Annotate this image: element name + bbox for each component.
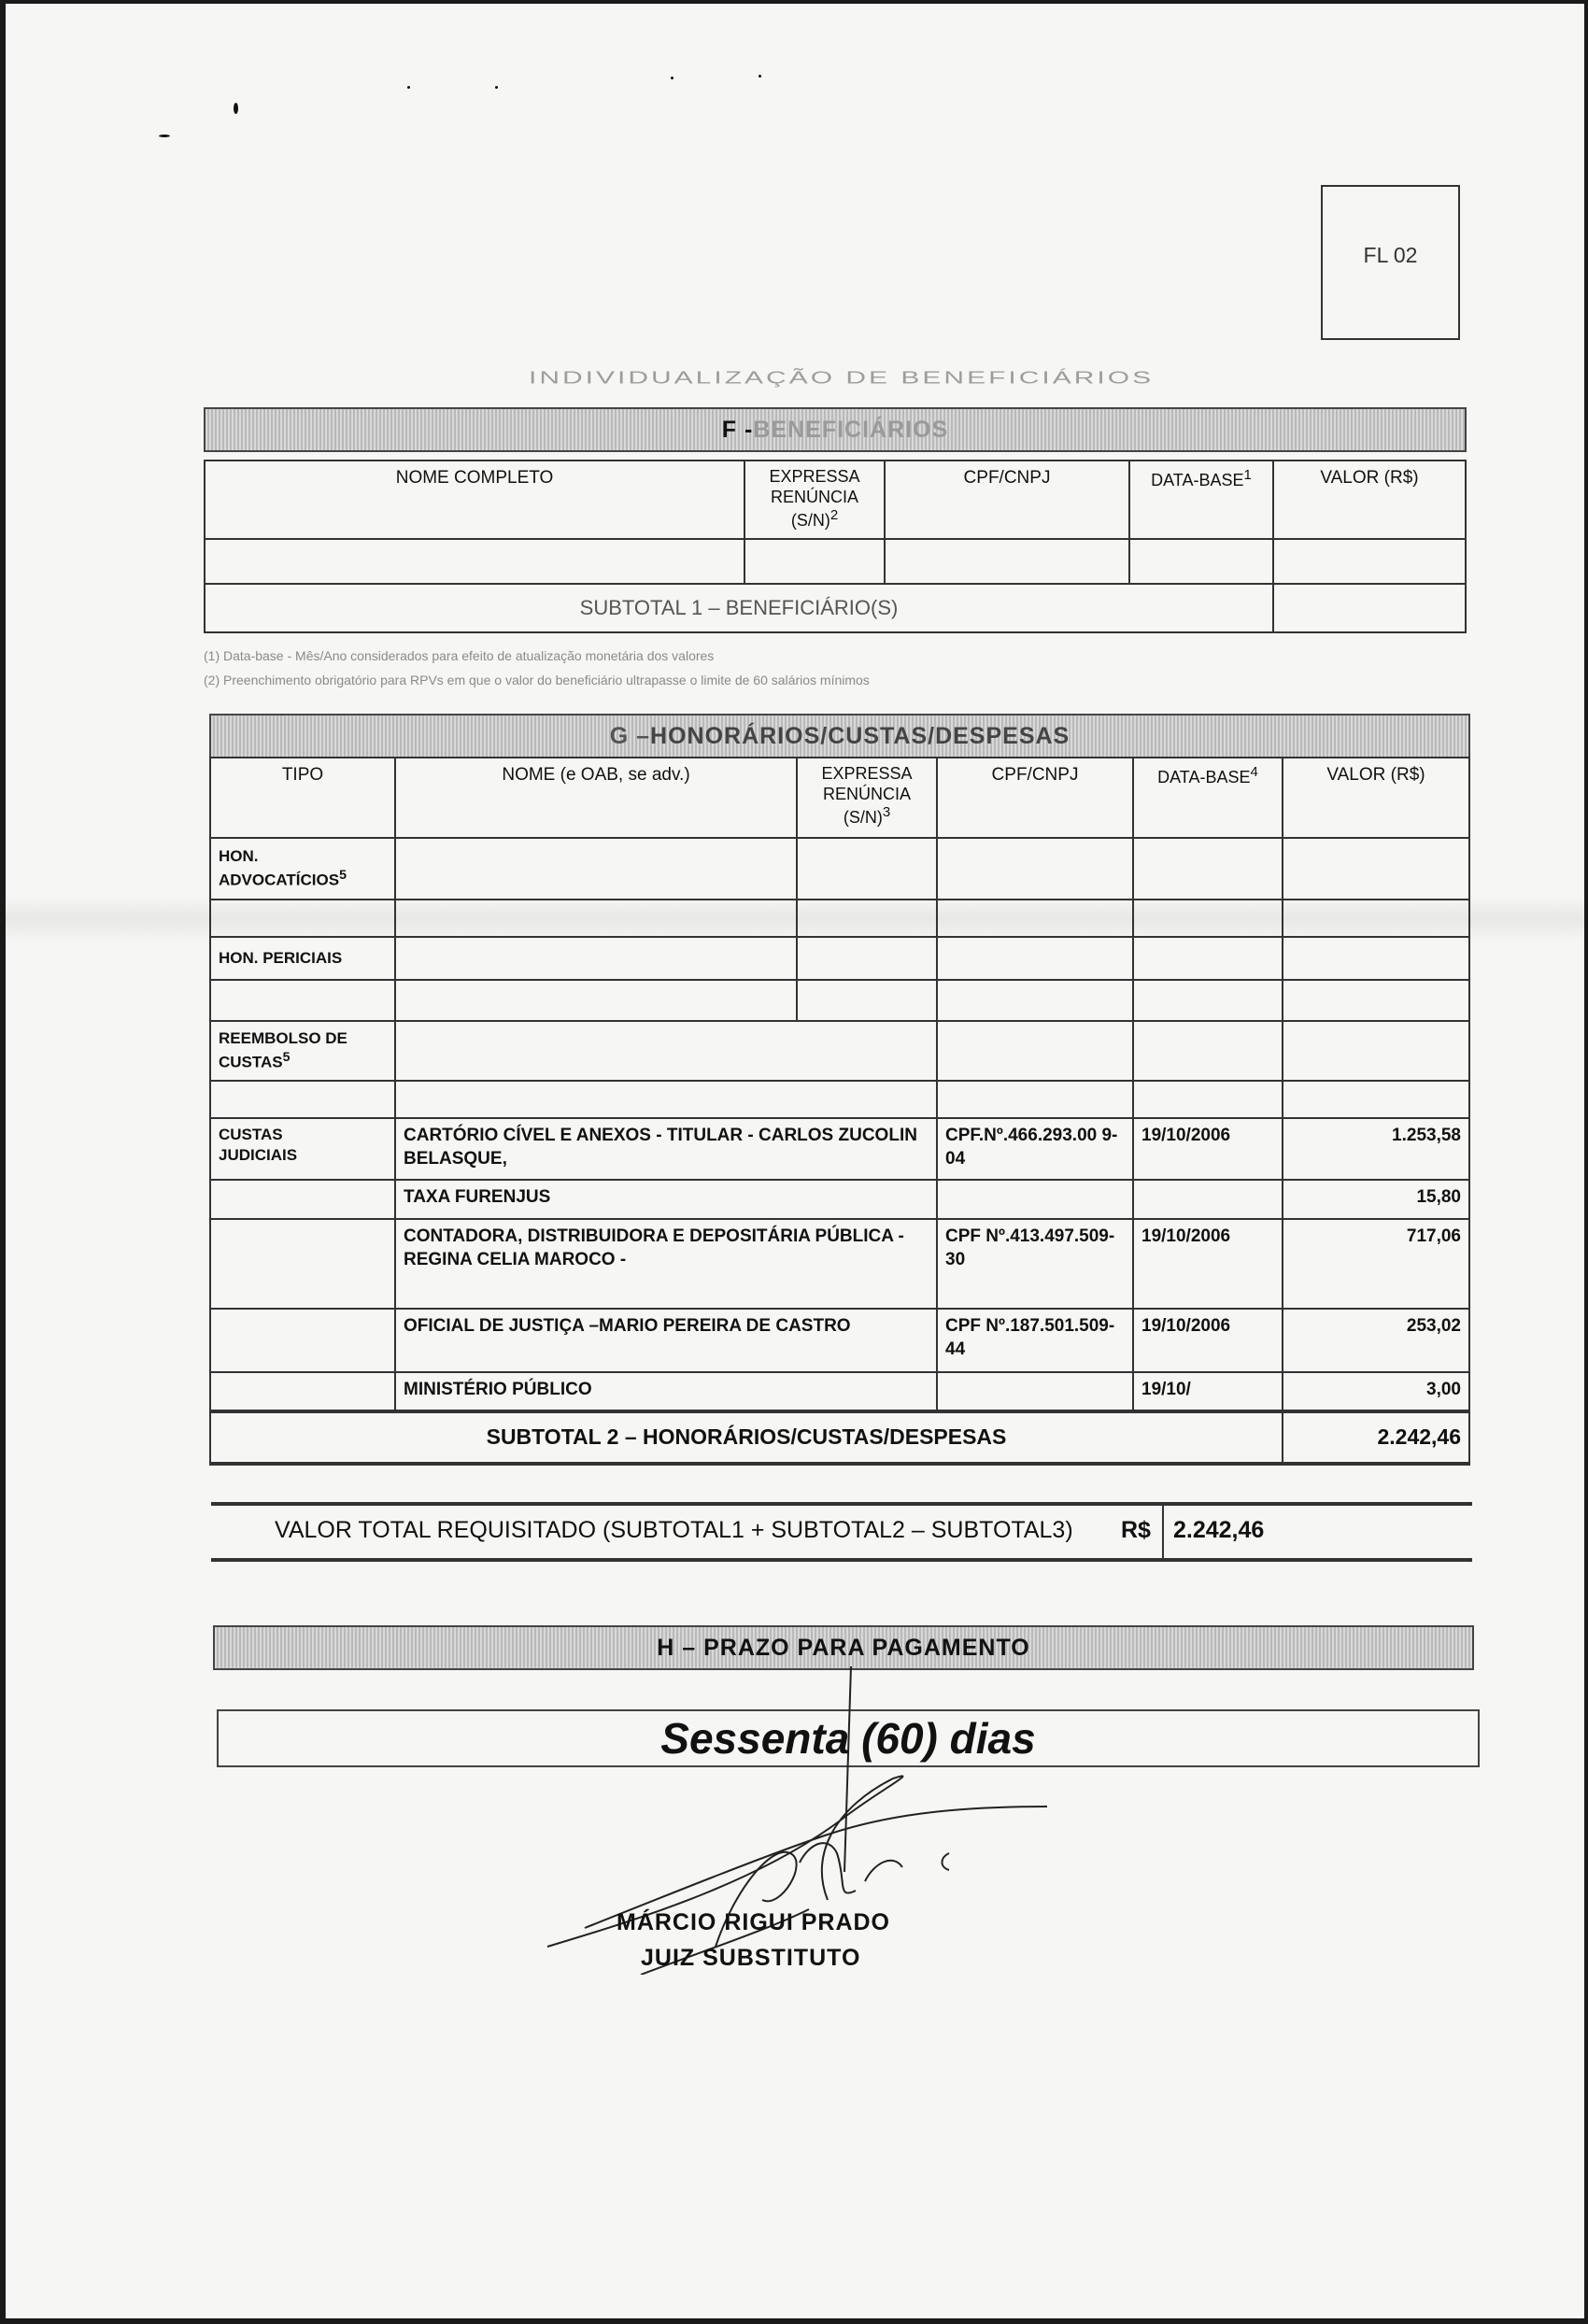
empty-cell [797, 980, 937, 1021]
empty-cell [395, 937, 797, 980]
empty-cell [395, 1081, 937, 1118]
empty-cell [395, 900, 797, 937]
col-renuncia-line3: (S/N) [790, 511, 830, 531]
total-requested-row [211, 1502, 1472, 1562]
tipo-label: HON. [219, 847, 259, 866]
empty-cell [1133, 1021, 1283, 1081]
row-valor: 717,06 [1283, 1219, 1469, 1309]
col-renuncia-line2: RENÚNCIA [770, 487, 858, 506]
table-row [210, 1219, 1469, 1309]
col-renuncia-line2: RENÚNCIA [822, 784, 911, 803]
col-expressa-renuncia [744, 461, 885, 539]
row-data: 19/10/ [1133, 1372, 1283, 1411]
document-page [6, 4, 1584, 2318]
row-nome: OFICIAL DE JUSTIÇA –MARIO PEREIRA DE CASTRO [395, 1309, 937, 1372]
tipo-reembolso-custas [210, 1021, 395, 1081]
section-f-header [204, 407, 1467, 452]
tipo-custas-judiciais [210, 1118, 395, 1180]
subtotal-1-value [1273, 584, 1466, 632]
section-f-title: BENEFICIÁRIOS [753, 416, 949, 443]
row-data [1133, 1180, 1283, 1219]
table-row [210, 1372, 1469, 1411]
empty-cell [205, 539, 744, 584]
footnote-1: (1) Data-base - Mês/Ano considerados para efeito de atualização monetária dos valores [204, 648, 715, 663]
row-valor: 15,80 [1283, 1180, 1469, 1219]
total-value: 2.242,46 [1162, 1506, 1273, 1558]
footnote-mark: 4 [1250, 764, 1258, 780]
empty-cell [1283, 838, 1469, 900]
empty-cell [1133, 900, 1283, 937]
tipo-label: ADVOCATÍCIOS [219, 871, 340, 889]
footnote-2: (2) Preenchimento obrigatório para RPVs em que o valor do beneficiário ultrapasse o limite de 60 salários mínimos [204, 673, 870, 687]
col-renuncia-line1: EXPRESSA [821, 764, 913, 783]
row-cpf: CPF Nº.187.501.509-44 [937, 1309, 1133, 1372]
empty-cell [937, 937, 1133, 980]
col-tipo: TIPO [210, 758, 395, 838]
empty-cell [937, 980, 1133, 1021]
row-nome: CARTÓRIO CÍVEL E ANEXOS - TITULAR - CARLOS ZUCOLIN BELASQUE, [395, 1118, 937, 1180]
empty-cell [937, 1081, 1133, 1118]
section-g-title: HONORÁRIOS/CUSTAS/DESPESAS [650, 722, 1070, 749]
row-nome: TAXA FURENJUS [395, 1180, 937, 1219]
total-currency: R$ [1121, 1517, 1151, 1543]
row-cpf [937, 1180, 1133, 1219]
col-nome-completo: NOME COMPLETO [205, 461, 744, 539]
col-valor: VALOR (R$) [1273, 461, 1466, 539]
section-f-prefix: F - [721, 416, 754, 443]
col-cpf-cnpj: CPF/CNPJ [885, 461, 1129, 539]
empty-cell [744, 539, 885, 584]
empty-cell [210, 900, 395, 937]
empty-cell [395, 1021, 937, 1081]
empty-cell [797, 838, 937, 900]
empty-cell [1133, 838, 1283, 900]
fees-table [209, 757, 1470, 1466]
page-number-box [1321, 185, 1460, 340]
scan-speck [159, 135, 170, 137]
subtotal-2-label: SUBTOTAL 2 – HONORÁRIOS/CUSTAS/DESPESAS [210, 1411, 1283, 1464]
section-g-header [209, 714, 1470, 758]
empty-cell [797, 937, 937, 980]
footnote-mark: 1 [1243, 467, 1252, 483]
row-valor: 1.253,58 [1283, 1118, 1469, 1180]
empty-cell [797, 900, 937, 937]
empty-cell [210, 1309, 395, 1372]
faded-page-title: INDIVIDUALIZAÇÃO DE BENEFICIÁRIOS [529, 368, 1155, 388]
row-valor: 3,00 [1283, 1372, 1469, 1411]
empty-cell [885, 539, 1129, 584]
row-data: 19/10/2006 [1133, 1309, 1283, 1372]
beneficiaries-table [204, 460, 1467, 633]
empty-cell [210, 1180, 395, 1219]
row-cpf: CPF.Nº.466.293.00 9-04 [937, 1118, 1133, 1180]
signer-name: MÁRCIO RIGUI PRADO [617, 1909, 890, 1935]
col-data-base [1129, 461, 1273, 539]
empty-cell [937, 838, 1133, 900]
subtotal-1-label: SUBTOTAL 1 – BENEFICIÁRIO(S) [205, 584, 1273, 632]
col-data-base [1133, 758, 1283, 838]
footnote-mark: 2 [829, 507, 839, 524]
tipo-hon-periciais: HON. PERICIAIS [210, 937, 395, 980]
empty-cell [395, 838, 797, 900]
row-cpf: CPF Nº.413.497.509-30 [937, 1219, 1133, 1309]
col-data-base-label: DATA-BASE [1157, 768, 1251, 786]
empty-cell [1283, 980, 1469, 1021]
empty-cell [395, 980, 797, 1021]
tipo-label: REEMBOLSO DE [219, 1029, 347, 1048]
empty-cell [1283, 1021, 1469, 1081]
col-renuncia-line3: (S/N) [843, 808, 883, 828]
tipo-label: JUDICIAIS [219, 1146, 298, 1165]
row-data: 19/10/2006 [1133, 1219, 1283, 1309]
tipo-hon-advocaticios [210, 838, 395, 900]
empty-cell [937, 1021, 1133, 1081]
row-nome: CONTADORA, DISTRIBUIDORA E DEPOSITÁRIA PÚBLICA - REGINA CELIA MAROCO - [395, 1219, 937, 1309]
empty-cell [937, 900, 1133, 937]
footnote-mark: 5 [282, 1050, 291, 1066]
scan-speck [234, 103, 238, 114]
empty-cell [210, 1081, 395, 1118]
empty-cell [1283, 937, 1469, 980]
col-valor: VALOR (R$) [1283, 758, 1469, 838]
empty-cell [1283, 900, 1469, 937]
col-nome-oab: NOME (e OAB, se adv.) [395, 758, 797, 838]
empty-cell [1133, 980, 1283, 1021]
table-row [210, 1118, 1469, 1180]
section-h-title: H – PRAZO PARA PAGAMENTO [657, 1634, 1030, 1661]
tipo-label: CUSTAS [219, 1126, 283, 1143]
payment-deadline: Sessenta (60) dias [660, 1714, 1036, 1763]
subtotal-2-value: 2.242,46 [1283, 1411, 1469, 1464]
col-expressa-renuncia [797, 758, 937, 838]
empty-cell [210, 1372, 395, 1411]
footnote-mark: 5 [339, 868, 347, 884]
footnote-mark: 3 [882, 804, 891, 821]
table-row [210, 1309, 1469, 1372]
row-cpf [937, 1372, 1133, 1411]
col-cpf-cnpj: CPF/CNPJ [937, 758, 1133, 838]
col-renuncia-line1: EXPRESSA [769, 467, 860, 486]
scan-speck [495, 86, 498, 89]
empty-cell [1283, 1081, 1469, 1118]
empty-cell [210, 980, 395, 1021]
empty-cell [210, 1219, 395, 1309]
section-h-header [213, 1625, 1474, 1670]
row-data: 19/10/2006 [1133, 1118, 1283, 1180]
empty-cell [1133, 1081, 1283, 1118]
table-row [210, 1180, 1469, 1219]
section-g-prefix: G – [609, 722, 651, 749]
row-nome: MINISTÉRIO PÚBLICO [395, 1372, 937, 1411]
empty-cell [1129, 539, 1273, 584]
scan-speck [671, 77, 673, 79]
empty-cell [1273, 539, 1466, 584]
col-data-base-label: DATA-BASE [1151, 471, 1244, 489]
tipo-label: CUSTAS [219, 1053, 283, 1071]
scan-speck [407, 86, 410, 89]
empty-cell [1133, 937, 1283, 980]
page-number: FL 02 [1363, 243, 1418, 267]
scan-speck [759, 75, 761, 78]
signer-title: JUIZ SUBSTITUTO [641, 1945, 861, 1971]
total-label: VALOR TOTAL REQUISITADO (SUBTOTAL1 + SUBTOTAL2 – SUBTOTAL3) [275, 1517, 1073, 1543]
row-valor: 253,02 [1283, 1309, 1469, 1372]
